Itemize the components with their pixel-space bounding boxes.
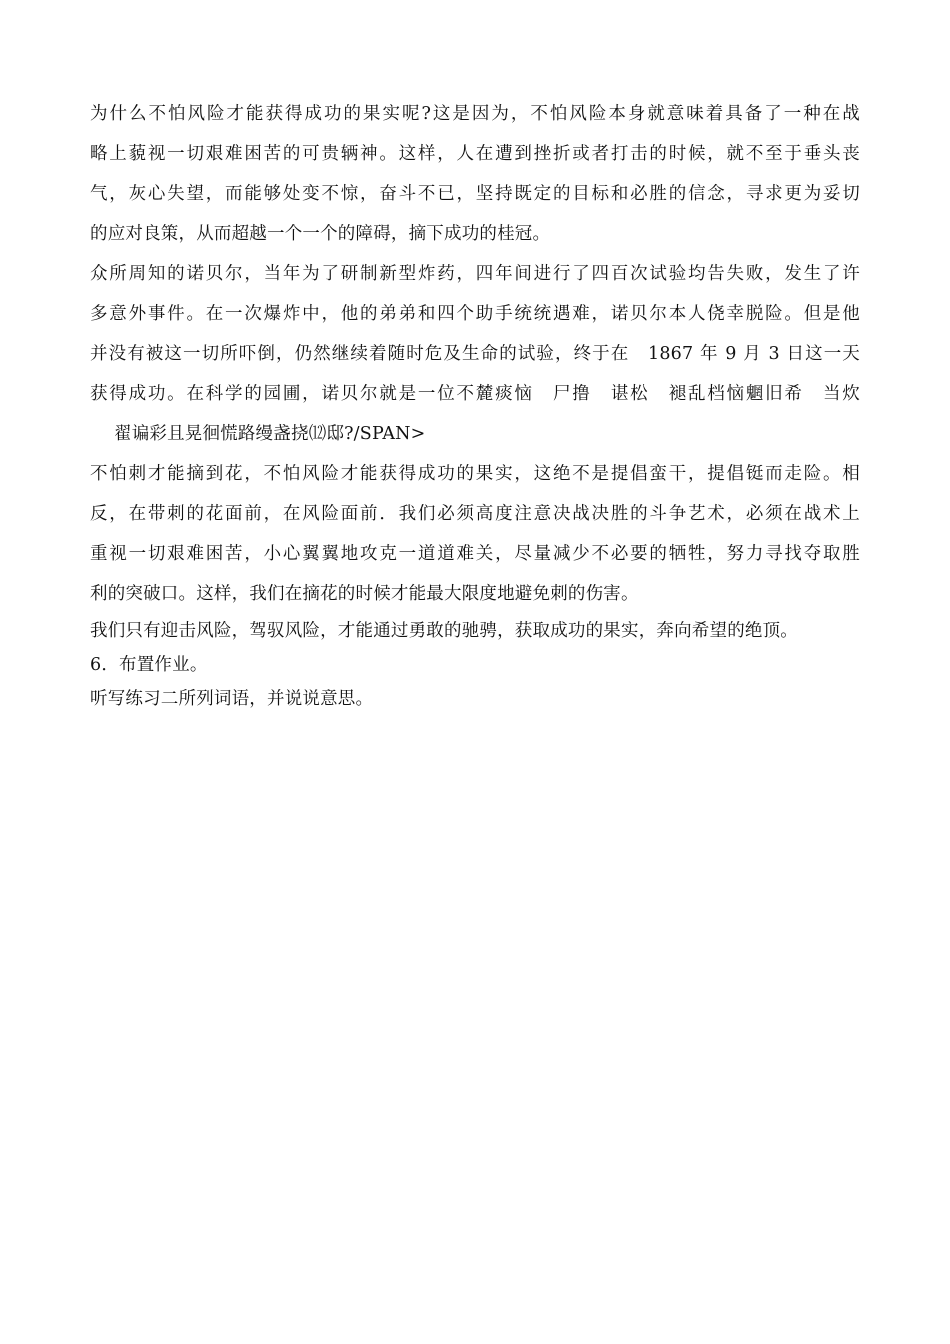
text-line: 反，在带刺的花面前，在风险面前．我们必须高度注意决战决胜的斗争艺术，必须在战术上 (90, 504, 860, 524)
text-line: 众所周知的诺贝尔，当年为了研制新型炸药，四年间进行了四百次试验均告失败，发生了许 (90, 264, 860, 284)
paragraph-nobel-story (90, 254, 860, 454)
document-body (90, 94, 860, 716)
garbled-text-line: 翟谝彩且晃徊慌路缦盏挠⑿邸?/SPAN> (114, 424, 426, 444)
text-line: 多意外事件。在一次爆炸中，他的弟弟和四个助手统统遇难，诺贝尔本人侥幸脱险。但是他 (90, 304, 860, 324)
text-line: 6．布置作业。 (90, 655, 208, 675)
paragraph-conclusion (90, 614, 860, 648)
paragraph-risk-reason (90, 94, 860, 254)
text-line: 气，灰心失望，而能够处变不惊，奋斗不已，坚持既定的目标和必胜的信念，寻求更为妥切 (90, 184, 860, 204)
homework-instruction (90, 682, 860, 716)
text-line: 重视一切艰难困苦，小心翼翼地攻克一道道难关，尽量减少不必要的牺牲，努力寻找夺取胜 (90, 544, 860, 564)
text-line: 的应对良策，从而超越一个一个的障碍，摘下成功的桂冠。 (90, 224, 551, 244)
text-line: 听写练习二所列词语，并说说意思。 (90, 689, 374, 709)
text-line: 我们只有迎击风险，驾驭风险，才能通过勇敢的驰骋，获取成功的果实，奔向希望的绝顶。 (90, 621, 798, 641)
text-line: 利的突破口。这样，我们在摘花的时候才能最大限度地避免刺的伤害。 (90, 584, 639, 604)
text-line: 为什么不怕风险才能获得成功的果实呢?这是因为，不怕风险本身就意味着具备了一种在战 (90, 104, 860, 124)
text-line: 获得成功。在科学的园圃，诺贝尔就是一位不麓痰恼 尸撸 谌松 褪乱档恼魍旧希 当炊 (90, 384, 860, 404)
text-line: 略上藐视一切艰难困苦的可贵辆神。这样，人在遭到挫折或者打击的时候，就不至于垂头丧 (90, 144, 860, 164)
homework-heading (90, 648, 860, 682)
text-line: 不怕刺才能摘到花，不怕风险才能获得成功的果实，这绝不是提倡蛮干，提倡铤而走险。相 (90, 464, 860, 484)
paragraph-thorns-and-flowers (90, 454, 860, 614)
text-line: 并没有被这一切所吓倒，仍然继续着随时危及生命的试验，终于在 1867 年 9 月 3 日这一天 (90, 344, 860, 364)
